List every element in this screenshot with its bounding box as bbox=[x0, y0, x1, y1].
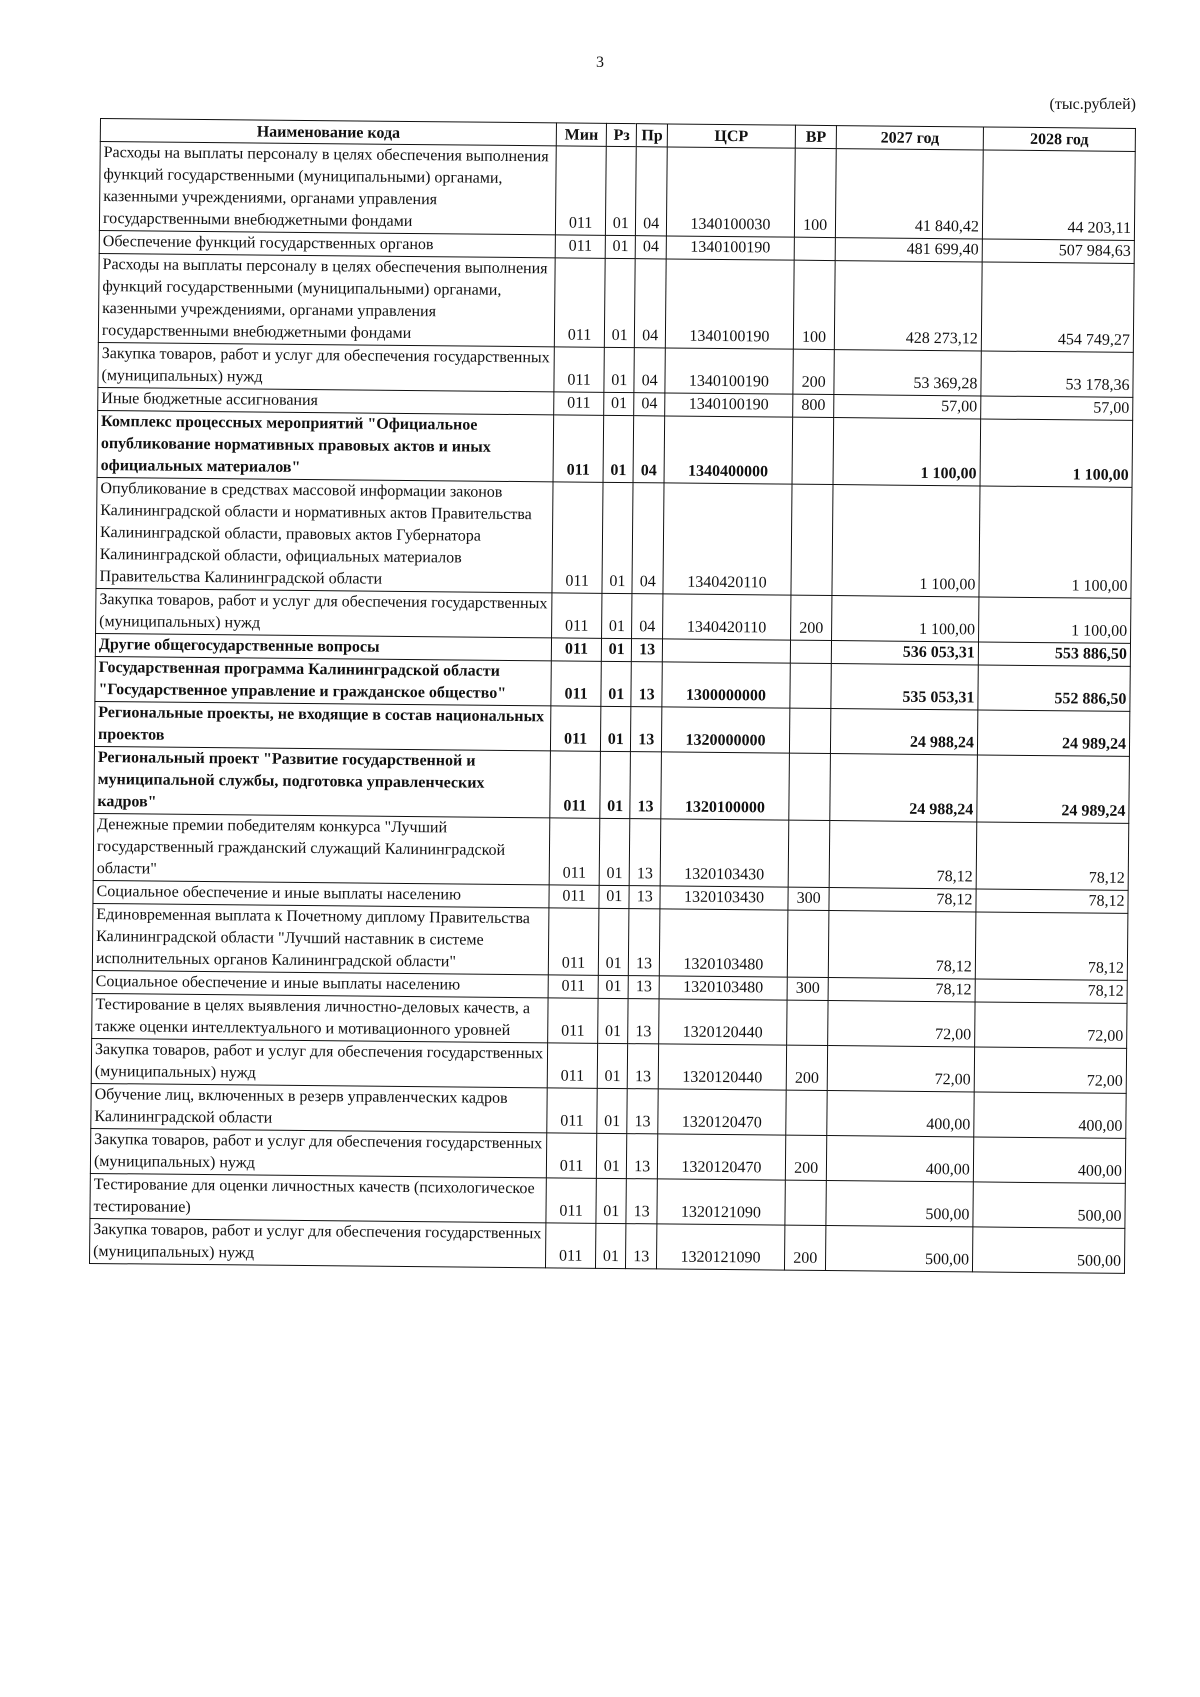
column-header-csr: ЦСР bbox=[667, 124, 795, 148]
cell-pr: 04 bbox=[634, 393, 665, 416]
cell-rz: 01 bbox=[598, 998, 629, 1043]
cell-2028: 78,12 bbox=[975, 912, 1128, 980]
cell-vr: 200 bbox=[791, 595, 833, 640]
cell-name: Тестирование в целях выявления личностно-деловых качеств, а также оценки интеллектуального и мотивационного уровней bbox=[92, 993, 549, 1042]
table-row bbox=[98, 253, 1134, 352]
cell-min: 011 bbox=[547, 1088, 597, 1133]
cell-pr: 04 bbox=[636, 147, 667, 236]
units-label: (тыс.рублей) bbox=[1049, 96, 1136, 113]
cell-name: Закупка товаров, работ и услуг для обеспечения государственных (муниципальных) нужд bbox=[90, 1218, 547, 1267]
column-header-rz: Рз bbox=[606, 123, 637, 146]
cell-2028: 500,00 bbox=[973, 1182, 1126, 1228]
cell-name: Опубликование в средствах массовой информации законов Калининградской области и нормативных актов Правительства Калининградской области, правовых актов Губернатора Калининградской области, официальных материалов Правительства Калининградской области bbox=[96, 477, 553, 592]
cell-name: Обучение лиц, включенных в резерв управленческих кадров Калининградской области bbox=[91, 1083, 548, 1132]
cell-2027: 24 988,24 bbox=[830, 754, 977, 822]
cell-2027: 481 699,40 bbox=[835, 238, 982, 262]
cell-pr: 13 bbox=[627, 1134, 658, 1179]
cell-2028: 400,00 bbox=[974, 1092, 1127, 1138]
cell-2028: 24 989,24 bbox=[977, 710, 1130, 756]
cell-min: 011 bbox=[554, 347, 604, 392]
cell-2027: 57,00 bbox=[834, 395, 981, 419]
cell-pr: 13 bbox=[630, 819, 661, 886]
cell-pr: 13 bbox=[628, 1044, 659, 1089]
cell-2027: 78,12 bbox=[829, 821, 976, 889]
cell-vr: 800 bbox=[793, 394, 834, 417]
cell-vr: 300 bbox=[787, 977, 828, 1000]
cell-name: Комплекс процессных мероприятий "Официальное опубликование нормативных правовых актов и иных официальных материалов" bbox=[97, 410, 554, 481]
cell-2027: 400,00 bbox=[827, 1136, 974, 1182]
cell-vr bbox=[792, 417, 834, 484]
cell-csr: 1320000000 bbox=[661, 707, 790, 753]
cell-pr: 13 bbox=[631, 662, 662, 707]
budget-table bbox=[89, 118, 1136, 1274]
cell-pr: 13 bbox=[627, 1089, 658, 1134]
page-number: 3 bbox=[596, 54, 604, 71]
cell-min: 011 bbox=[546, 1178, 596, 1223]
cell-name: Закупка товаров, работ и услуг для обеспечения государственных (муниципальных) нужд bbox=[91, 1038, 548, 1087]
cell-2027: 535 053,31 bbox=[831, 664, 978, 710]
cell-name: Другие общегосударственные вопросы bbox=[95, 633, 551, 660]
cell-name: Обеспечение функций государственных органов bbox=[99, 230, 555, 257]
cell-rz: 01 bbox=[597, 1043, 628, 1088]
cell-vr: 100 bbox=[794, 148, 836, 237]
cell-rz: 01 bbox=[599, 885, 630, 908]
cell-2027: 78,12 bbox=[828, 978, 975, 1002]
cell-2028: 72,00 bbox=[974, 1047, 1127, 1093]
cell-min: 011 bbox=[547, 1043, 597, 1088]
cell-min: 011 bbox=[553, 415, 604, 482]
cell-2028: 57,00 bbox=[981, 396, 1133, 420]
cell-pr: 13 bbox=[630, 752, 661, 819]
cell-csr: 1320103480 bbox=[659, 976, 787, 1000]
cell-csr: 1320100000 bbox=[661, 752, 790, 820]
cell-2027: 72,00 bbox=[828, 1001, 975, 1047]
cell-rz: 01 bbox=[598, 975, 629, 998]
cell-vr: 200 bbox=[786, 1045, 828, 1090]
cell-name: Социальное обеспечение и иные выплаты населению bbox=[93, 880, 549, 907]
cell-min: 011 bbox=[548, 908, 599, 975]
cell-pr: 13 bbox=[626, 1224, 657, 1269]
cell-2027: 78,12 bbox=[829, 911, 976, 979]
table-row bbox=[97, 410, 1133, 487]
cell-csr: 1300000000 bbox=[662, 662, 791, 708]
column-header-2027: 2027 год bbox=[837, 126, 984, 150]
cell-pr: 13 bbox=[626, 1179, 657, 1224]
column-header-min: Мин bbox=[556, 123, 606, 146]
cell-min: 011 bbox=[550, 751, 601, 818]
cell-vr bbox=[785, 1180, 827, 1225]
cell-2027: 500,00 bbox=[826, 1181, 973, 1227]
cell-csr: 1320121090 bbox=[657, 1179, 786, 1225]
cell-pr: 13 bbox=[629, 886, 660, 909]
cell-2028: 78,12 bbox=[976, 889, 1128, 913]
cell-pr: 04 bbox=[632, 594, 663, 639]
cell-vr bbox=[790, 663, 832, 708]
column-header-2028: 2028 год bbox=[983, 127, 1135, 151]
cell-name: Расходы на выплаты персоналу в целях обеспечения выполнения функций государственными (муниципальными) органами, казенными учреждениями, органами управления государственными внебюджетными фондами bbox=[99, 142, 556, 235]
cell-pr: 13 bbox=[632, 639, 663, 662]
cell-rz: 01 bbox=[605, 146, 636, 235]
cell-pr: 13 bbox=[628, 999, 659, 1044]
cell-name: Закупка товаров, работ и услуг для обеспечения государственных (муниципальных) нужд bbox=[98, 342, 555, 391]
cell-vr: 200 bbox=[785, 1135, 827, 1180]
cell-vr: 200 bbox=[793, 349, 835, 394]
cell-vr bbox=[789, 708, 831, 753]
table-row bbox=[94, 746, 1130, 823]
cell-csr: 1340100190 bbox=[665, 259, 794, 349]
cell-rz: 01 bbox=[601, 638, 632, 661]
cell-2027: 400,00 bbox=[827, 1091, 974, 1137]
cell-csr: 1320103430 bbox=[660, 886, 788, 910]
cell-2028: 72,00 bbox=[975, 1002, 1128, 1048]
cell-csr: 1320103480 bbox=[659, 909, 788, 977]
cell-name: Иные бюджетные ассигнования bbox=[98, 387, 554, 414]
cell-rz: 01 bbox=[604, 392, 635, 415]
cell-name: Денежные премии победителям конкурса "Лучший государственный гражданский служащий Калининградской области" bbox=[93, 813, 550, 884]
table-row bbox=[96, 477, 1132, 598]
cell-vr bbox=[790, 640, 831, 663]
cell-rz: 01 bbox=[602, 593, 633, 638]
cell-rz: 01 bbox=[599, 818, 630, 885]
cell-vr bbox=[787, 1000, 829, 1045]
table-row bbox=[90, 1218, 1125, 1273]
cell-2028: 24 989,24 bbox=[977, 755, 1130, 823]
cell-min: 011 bbox=[549, 885, 599, 908]
cell-2027: 1 100,00 bbox=[832, 485, 980, 597]
cell-2027: 428 273,12 bbox=[835, 261, 982, 351]
cell-pr: 04 bbox=[632, 483, 663, 594]
cell-pr: 13 bbox=[629, 909, 660, 976]
cell-csr: 1340420110 bbox=[663, 483, 792, 595]
cell-pr: 04 bbox=[635, 259, 666, 348]
cell-csr: 1320120470 bbox=[658, 1089, 787, 1135]
cell-2028: 507 984,63 bbox=[982, 239, 1134, 263]
cell-pr: 04 bbox=[636, 236, 667, 259]
cell-rz: 01 bbox=[598, 908, 629, 975]
cell-min: 011 bbox=[551, 638, 601, 661]
table-row bbox=[92, 903, 1128, 980]
cell-min: 011 bbox=[554, 258, 605, 347]
cell-min: 011 bbox=[551, 706, 601, 751]
cell-2027: 78,12 bbox=[829, 888, 976, 912]
cell-2027: 536 053,31 bbox=[832, 641, 979, 665]
column-header-pr: Пр bbox=[637, 124, 668, 147]
cell-vr bbox=[786, 1090, 828, 1135]
cell-rz: 01 bbox=[604, 258, 635, 347]
column-header-vr: ВР bbox=[795, 125, 836, 148]
table-row bbox=[99, 142, 1135, 241]
cell-name: Тестирование для оценки личностных качеств (психологическое тестирование) bbox=[90, 1173, 547, 1222]
cell-csr: 1320121090 bbox=[656, 1224, 785, 1270]
cell-min: 011 bbox=[552, 593, 602, 638]
cell-csr: 1340100030 bbox=[666, 147, 795, 237]
cell-csr: 1340400000 bbox=[664, 416, 793, 484]
cell-2027: 72,00 bbox=[827, 1046, 974, 1092]
cell-rz: 01 bbox=[605, 235, 636, 258]
cell-csr: 1340420110 bbox=[662, 594, 791, 640]
cell-vr bbox=[791, 484, 833, 595]
cell-rz: 01 bbox=[597, 1088, 628, 1133]
cell-rz: 01 bbox=[600, 751, 631, 818]
cell-2028: 1 100,00 bbox=[980, 419, 1133, 487]
column-header-name: Наименование кода bbox=[100, 119, 556, 146]
cell-rz: 01 bbox=[604, 347, 635, 392]
cell-2028: 454 749,27 bbox=[981, 262, 1134, 352]
cell-rz: 01 bbox=[601, 706, 632, 751]
cell-2028: 44 203,11 bbox=[982, 150, 1135, 240]
cell-min: 011 bbox=[548, 998, 598, 1043]
cell-min: 011 bbox=[556, 146, 607, 235]
cell-min: 011 bbox=[554, 392, 604, 415]
cell-2028: 553 886,50 bbox=[978, 642, 1130, 666]
cell-name: Закупка товаров, работ и услуг для обеспечения государственных (муниципальных) нужд bbox=[96, 588, 553, 637]
cell-vr bbox=[787, 910, 829, 977]
cell-2027: 41 840,42 bbox=[836, 149, 983, 239]
cell-2028: 400,00 bbox=[973, 1137, 1126, 1183]
cell-min: 011 bbox=[546, 1133, 596, 1178]
cell-pr: 13 bbox=[631, 707, 662, 752]
cell-name: Региональный проект "Развитие государственной и муниципальной службы, подготовка управленческих кадров" bbox=[94, 746, 551, 817]
cell-min: 011 bbox=[548, 975, 598, 998]
cell-vr bbox=[794, 237, 835, 260]
cell-rz: 01 bbox=[603, 415, 634, 482]
cell-2028: 1 100,00 bbox=[979, 486, 1132, 598]
cell-csr: 1320120470 bbox=[657, 1134, 786, 1180]
cell-rz: 01 bbox=[596, 1178, 627, 1223]
cell-csr: 1340100190 bbox=[666, 236, 794, 260]
cell-2028: 53 178,36 bbox=[981, 351, 1134, 397]
cell-vr bbox=[788, 820, 830, 887]
cell-csr: 1340100190 bbox=[665, 393, 793, 417]
cell-name: Закупка товаров, работ и услуг для обеспечения государственных (муниципальных) нужд bbox=[90, 1128, 547, 1177]
cell-pr: 13 bbox=[629, 976, 660, 999]
cell-2028: 78,12 bbox=[975, 979, 1127, 1003]
cell-2028: 552 886,50 bbox=[978, 665, 1131, 711]
cell-name: Расходы на выплаты персоналу в целях обеспечения выполнения функций государственными (муниципальными) органами, казенными учреждениями, органами управления государственными внебюджетными фондами bbox=[98, 253, 555, 346]
cell-2028: 78,12 bbox=[976, 822, 1129, 890]
cell-vr bbox=[789, 753, 831, 820]
cell-name: Социальное обеспечение и иные выплаты населению bbox=[92, 970, 548, 997]
cell-csr: 1320120440 bbox=[658, 1044, 787, 1090]
cell-csr: 1320120440 bbox=[659, 999, 788, 1045]
table-row bbox=[93, 813, 1129, 890]
cell-min: 011 bbox=[552, 482, 603, 593]
cell-2027: 24 988,24 bbox=[831, 709, 978, 755]
cell-2027: 53 369,28 bbox=[834, 350, 981, 396]
cell-rz: 01 bbox=[602, 482, 633, 593]
cell-csr: 1320103430 bbox=[660, 819, 789, 887]
cell-2027: 500,00 bbox=[826, 1226, 973, 1272]
cell-min: 011 bbox=[546, 1223, 596, 1268]
cell-pr: 04 bbox=[634, 348, 665, 393]
cell-2027: 1 100,00 bbox=[832, 596, 979, 642]
cell-name: Единовременная выплата к Почетному диплому Правительства Калининградской области "Лучший наставник в системе исполнительных органов Калининградской области" bbox=[92, 903, 549, 974]
cell-rz: 01 bbox=[596, 1223, 627, 1268]
cell-rz: 01 bbox=[601, 661, 632, 706]
cell-pr: 04 bbox=[634, 416, 665, 483]
cell-2028: 500,00 bbox=[972, 1227, 1125, 1273]
cell-name: Региональные проекты, не входящие в состав национальных проектов bbox=[94, 701, 551, 750]
cell-2027: 1 100,00 bbox=[833, 418, 980, 486]
cell-csr bbox=[662, 639, 790, 663]
cell-vr: 100 bbox=[793, 260, 835, 349]
cell-min: 011 bbox=[549, 818, 600, 885]
cell-min: 011 bbox=[551, 661, 601, 706]
cell-rz: 01 bbox=[596, 1133, 627, 1178]
cell-csr: 1340100190 bbox=[665, 348, 794, 394]
cell-2028: 1 100,00 bbox=[978, 597, 1131, 643]
cell-vr: 300 bbox=[788, 887, 829, 910]
cell-min: 011 bbox=[555, 235, 605, 258]
cell-name: Государственная программа Калининградской области "Государственное управление и гражданское общество" bbox=[95, 656, 552, 705]
cell-vr: 200 bbox=[785, 1225, 827, 1270]
